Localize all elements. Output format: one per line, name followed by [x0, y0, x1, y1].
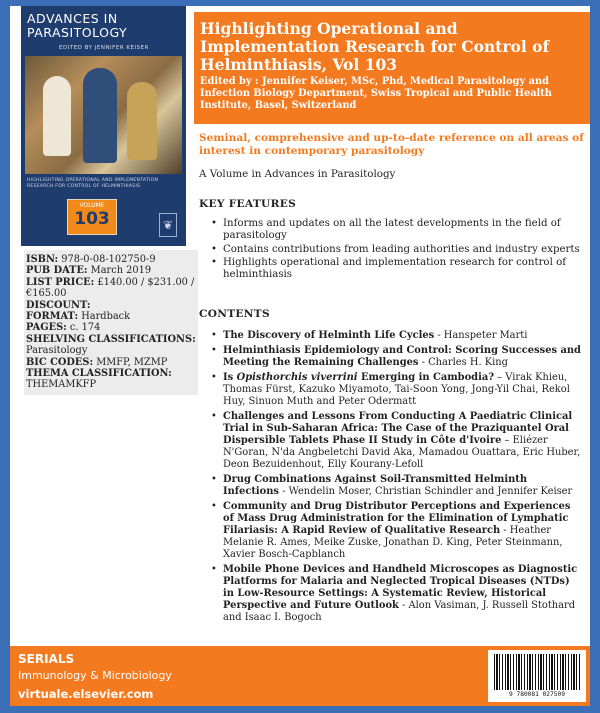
- footer-serials: SERIALS: [18, 652, 75, 666]
- isbn-label: ISBN:: [26, 254, 59, 265]
- tagline: Seminal, comprehensive and up-to-date reference on all areas of interest in contemporary parasitology: [199, 132, 584, 157]
- chapter-title: Drug Combinations Against Soil-Transmitted Helminth Infections: [223, 474, 528, 497]
- list-item: • Informs and updates on all the latest developments in the field of parasitology: [199, 218, 584, 242]
- cover-figure: [127, 82, 157, 160]
- format-label: FORMAT:: [26, 311, 79, 323]
- series-line: A Volume in Advances in Parasitology: [199, 168, 396, 180]
- contents-list: [199, 330, 581, 627]
- chapter-title: Challenges and Lessons From Conducting A Paediatric Clinical Trial in Sub-Saharan Africa: The Case of the Praziquantel Oral Dispersible Tablets Phase II Study in Côte d'Ivoire: [223, 411, 573, 446]
- pages-value: c. 174: [69, 322, 101, 334]
- cover-subtitle: HIGHLIGHTING OPERATIONAL AND IMPLEMENTATION RESEARCH FOR CONTROL OF HELMINTHIASIS: [27, 178, 159, 189]
- barcode-digits: 9 780081 027509: [509, 691, 565, 698]
- chapter-title: Mobile Phone Devices and Handheld Microscopes as Diagnostic Platforms for Malaria and Neglected Tropical Diseases (NTDs) in Low-Resource Settings: A Systematic Review, Historical Perspective and Future Outlook: [223, 564, 578, 611]
- pubdate-value: March 2019: [90, 265, 152, 277]
- book-cover: [21, 6, 186, 246]
- cover-figure: [43, 76, 71, 156]
- key-features-heading: KEY FEATURES: [199, 198, 297, 210]
- shelving-value: Parasitology: [26, 345, 88, 357]
- chapter-title: Helminthiasis Epidemiology and Control: Scoring Successes and Meeting the Remaining Challenges: [223, 345, 581, 368]
- list-item: • Contains contributions from leading authorities and industry experts: [199, 244, 584, 256]
- thema-label: THEMA CLASSIFICATION:: [26, 368, 172, 380]
- discount-label: DISCOUNT:: [26, 299, 91, 311]
- list-item: [199, 330, 581, 342]
- isbn-value: 978-0-08-102750-9: [61, 254, 156, 265]
- chapter-authors: - Heather Melanie R. Ames, Meike Zuske, Jonathan D. King, Peter Steinmann, Xavier Bosch-Capblanch: [223, 525, 563, 560]
- list-item: [199, 501, 581, 561]
- chapter-title: Is Opisthorchis viverrini Emerging in Cambodia?: [223, 372, 495, 383]
- publisher-logo-icon: ❦: [159, 213, 177, 237]
- shelving-label: SHELVING CLASSIFICATIONS:: [26, 333, 196, 345]
- thema-value: THEMAMKFP: [26, 379, 97, 391]
- list-item: [199, 411, 581, 471]
- bic-value: MMFP, MZMP: [96, 356, 168, 368]
- book-editor: Edited by : Jennifer Keiser, MSc, Phd, Medical Parasitology and Infection Biology Department, Swiss Tropical and Public Health Institute, Basel, Switzerland: [200, 76, 552, 112]
- list-item: [199, 474, 581, 498]
- volume-badge: [67, 199, 117, 235]
- format-value: Hardback: [81, 311, 131, 323]
- volume-word: VOLUME: [79, 202, 105, 209]
- cover-series-title: ADVANCES IN PARASITOLOGY: [27, 11, 128, 40]
- footer-category: Immunology & Microbiology: [18, 669, 172, 682]
- barcode: [488, 650, 586, 702]
- cover-editor: EDITED BY JENNIFER KEISER: [59, 45, 149, 51]
- bic-label: BIC CODES:: [26, 356, 94, 368]
- list-item: [199, 345, 581, 369]
- chapter-title: Community and Drug Distributor Perceptions and Experiences of Mass Drug Administration for the Elimination of Lymphatic Filariasis: A Rapid Review of Qualitative Research: [223, 501, 571, 536]
- chapter-title: The Discovery of Helminth Life Cycles: [223, 330, 435, 341]
- contents-heading: CONTENTS: [199, 308, 270, 320]
- book-metadata: [24, 250, 198, 395]
- footer-url-link[interactable]: virtuale.elsevier.com: [18, 687, 154, 701]
- list-item: • Highlights operational and implementation research for control of helminthiasis: [199, 257, 584, 281]
- pages-label: PAGES:: [26, 322, 67, 334]
- pubdate-label: PUB DATE:: [26, 265, 88, 277]
- chapter-authors: - Hanspeter Marti: [434, 330, 528, 341]
- barcode-bars: [494, 654, 580, 690]
- cover-photo: [25, 56, 182, 174]
- chapter-authors: - Wendelin Moser, Christian Schindler and Jennifer Keiser: [278, 486, 573, 497]
- list-item: [199, 564, 581, 624]
- chapter-authors: - Charles H. King: [418, 357, 508, 368]
- list-item: [199, 372, 581, 408]
- flyer-page: [10, 6, 590, 706]
- title-banner: [194, 12, 590, 124]
- book-title: Highlighting Operational and Implementation Research for Control of Helminthiasis, Vol 103: [200, 19, 550, 74]
- volume-number: 103: [74, 209, 110, 229]
- cover-figure: [83, 68, 117, 163]
- chapter-authors: – Virak Khieu, Thomas Fürst, Kazuko Miyamoto, Tai-Soon Yong, Jong-Yil Chai, Rekol Huy, Sinuon Muth and Peter Odermatt: [223, 372, 570, 407]
- chapter-authors: – Eliézer N'Goran, N'da Angbeletchi David Aka, Mamadou Ouattara, Eric Huber, Deon Bezuidenhout, Elly Kourany-Lefoll: [223, 435, 581, 470]
- price-label: LIST PRICE:: [26, 276, 95, 288]
- price-value: £140.00 / $231.00 / €165.00: [26, 276, 195, 300]
- chapter-authors: - Alon Vasiman, J. Russell Stothard and Isaac I. Bogoch: [223, 600, 576, 623]
- key-features-list: [199, 218, 584, 283]
